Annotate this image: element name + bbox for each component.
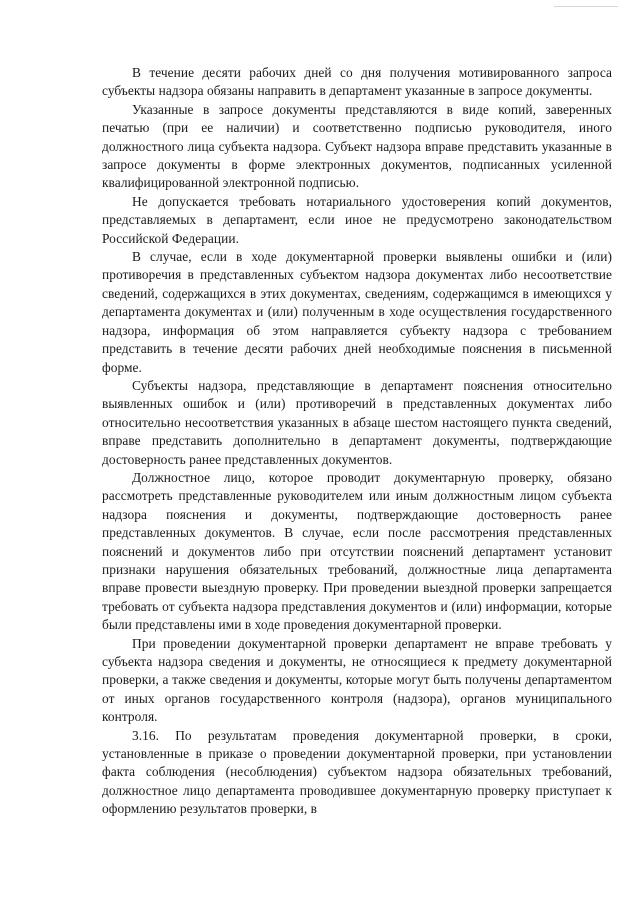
- paragraph-response-deadline: В течение десяти рабочих дней со дня получения мотивированного запроса субъекты надзора обязаны направить в департамент указанные в запросе документы.: [102, 65, 612, 99]
- paragraph-official-review: Должностное лицо, которое проводит документарную проверку, обязано рассмотреть представленные руководителем или иным должностным лицом субъекта надзора пояснения и документы, подтверждающие достоверность ранее представленных документов. В случае, если после рассмотрения представленных пояснений и документов либо при отсутствии пояснений департамент установит признаки нарушения обязательных требований, должностные лица департамента вправе провести выездную проверку. При проведении выездной проверки запрещается требовать от субъекта надзора представления документов и (или) информации, которые были представлены ими в ходе проведения документарной проверки.: [102, 469, 612, 633]
- paragraph-restrictions: При проведении документарной проверки департамент не вправе требовать у субъекта надзора сведения и документы, не относящиеся к предмету документарной проверки, а также сведения и документы, которые могут быть получены департаментом от иных органов государственного контроля (надзора), органов муниципального контроля.: [102, 635, 612, 725]
- paragraph-document-copies: Указанные в запросе документы представляются в виде копий, заверенных печатью (при ее наличии) и соответственно подписью руководителя, иного должностного лица субъекта надзора. Субъект надзора вправе представить указанные в запросе документы в форме электронных документов, подписанных усиленной квалифицированной электронной подписью.: [102, 101, 612, 191]
- paragraph-3-16: 3.16. По результатам проведения документарной проверки, в сроки, установленные в приказе о проведении документарной проверки, при установлении факта соблюдения (несоблюдения) субъектом надзора обязательных требований, должностное лицо департамента проводившее документарную проверку приступает к оформлению результатов проверки, в: [102, 727, 612, 817]
- scan-edge-mark: [554, 6, 618, 7]
- paragraph-notarization: Не допускается требовать нотариального удостоверения копий документов, представляемых в департамент, если иное не предусмотрено законодательством Российской Федерации.: [102, 193, 612, 246]
- paragraph-explanations: Субъекты надзора, представляющие в департамент пояснения относительно выявленных ошибок и (или) противоречий в представленных документах либо относительно несоответствия указанных в абзаце шестом настоящего пункта сведений, вправе представить дополнительно в департамент документы, подтверждающие достоверность ранее представленных документов.: [102, 377, 612, 467]
- document-body: [102, 64, 612, 819]
- paragraph-errors-contradictions: В случае, если в ходе документарной проверки выявлены ошибки и (или) противоречия в представленных субъектом надзора документах либо несоответствие сведений, содержащихся в этих документах, сведениям, содержащимся в имеющихся у департамента документах и (или) полученным в ходе осуществления государственного надзора, информация об этом направляется субъекту надзора с требованием представить в течение десяти рабочих дней необходимые пояснения в письменной форме.: [102, 249, 612, 375]
